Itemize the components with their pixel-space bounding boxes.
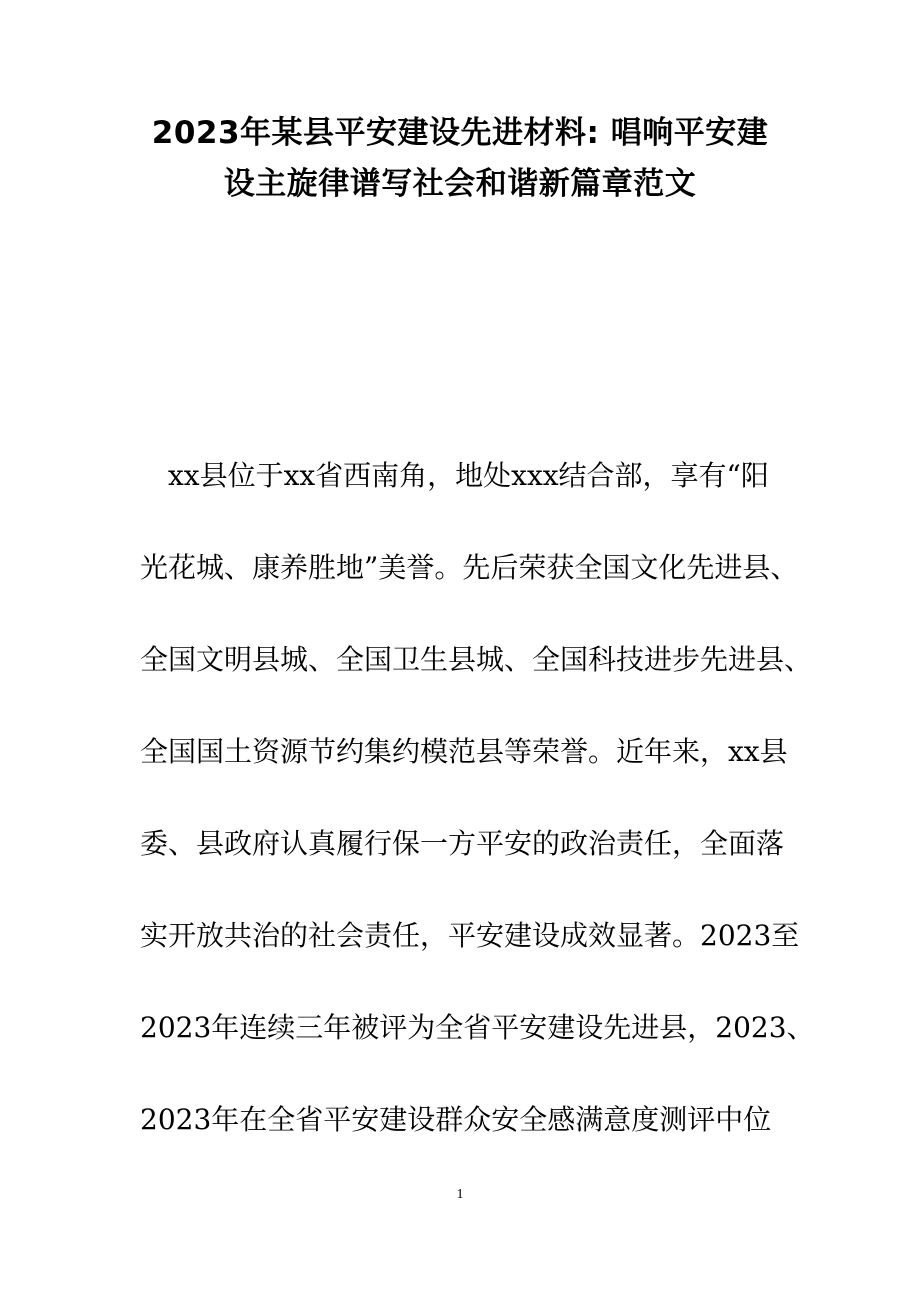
body-line-4: 全国国土资源节约集约模范县等荣誉。近年来，xx县 — [140, 735, 788, 768]
title-line-2: 设主旋律谱写社会和谐新篇章范文 — [223, 166, 697, 202]
body-line-8: 2023年在全省平安建设群众安全感满意度测评中位 — [140, 1103, 772, 1136]
body-line-2: 光花城、康养胜地”美誉。先后荣获全国文化先进县、 — [140, 551, 799, 584]
document-title — [100, 108, 820, 210]
title-line-1: 2023年某县平安建设先进材料: 唱响平安建 — [151, 115, 769, 151]
body-line-3: 全国文明县城、全国卫生县城、全国科技进步先进县、 — [140, 643, 813, 676]
body-line-7: 2023年连续三年被评为全省平安建设先进县，2023、 — [140, 1011, 815, 1044]
body-line-1: xx县位于xx省西南角，地处xxx结合部，享有“阳 — [168, 459, 769, 492]
body-line-5: 委、县政府认真履行保一方平安的政治责任，全面落 — [140, 827, 785, 860]
body-line-6: 实开放共治的社会责任，平安建设成效显著。2023至 — [140, 919, 800, 952]
page-number: 1 — [456, 1187, 464, 1202]
